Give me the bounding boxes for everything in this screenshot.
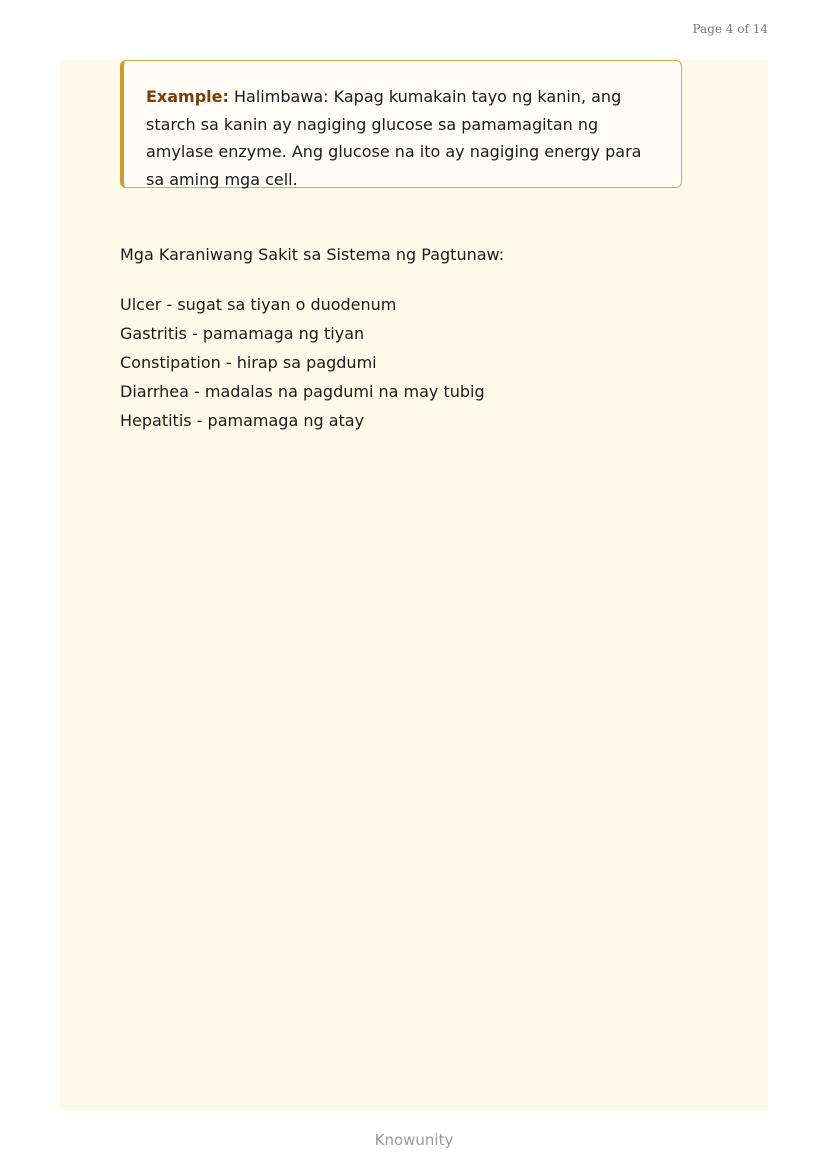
list-item: Hepatitis - pamamaga ng atay [120, 411, 365, 430]
disease-list [120, 290, 485, 435]
list-item: Ulcer - sugat sa tiyan o duodenum [120, 295, 397, 314]
example-callout [120, 60, 682, 188]
list-item: Gastritis - pamamaga ng tiyan [120, 324, 365, 343]
page-number: Page 4 of 14 [692, 22, 768, 36]
list-item: Diarrhea - madalas na pagdumi na may tubig [120, 382, 485, 401]
page-content [60, 60, 768, 1111]
section-heading: Mga Karaniwang Sakit sa Sistema ng Pagtunaw: [120, 245, 505, 264]
footer-brand: Knowunity [374, 1131, 454, 1149]
example-text: Halimbawa: Kapag kumakain tayo ng kanin, ang starch sa kanin ay nagiging glucose sa pamamagitan ng amylase enzyme. Ang glucose na ito ay nagiging energy para sa aming mga cell. [146, 87, 642, 189]
example-label: Example: [146, 87, 229, 106]
list-item: Constipation - hirap sa pagdumi [120, 353, 377, 372]
